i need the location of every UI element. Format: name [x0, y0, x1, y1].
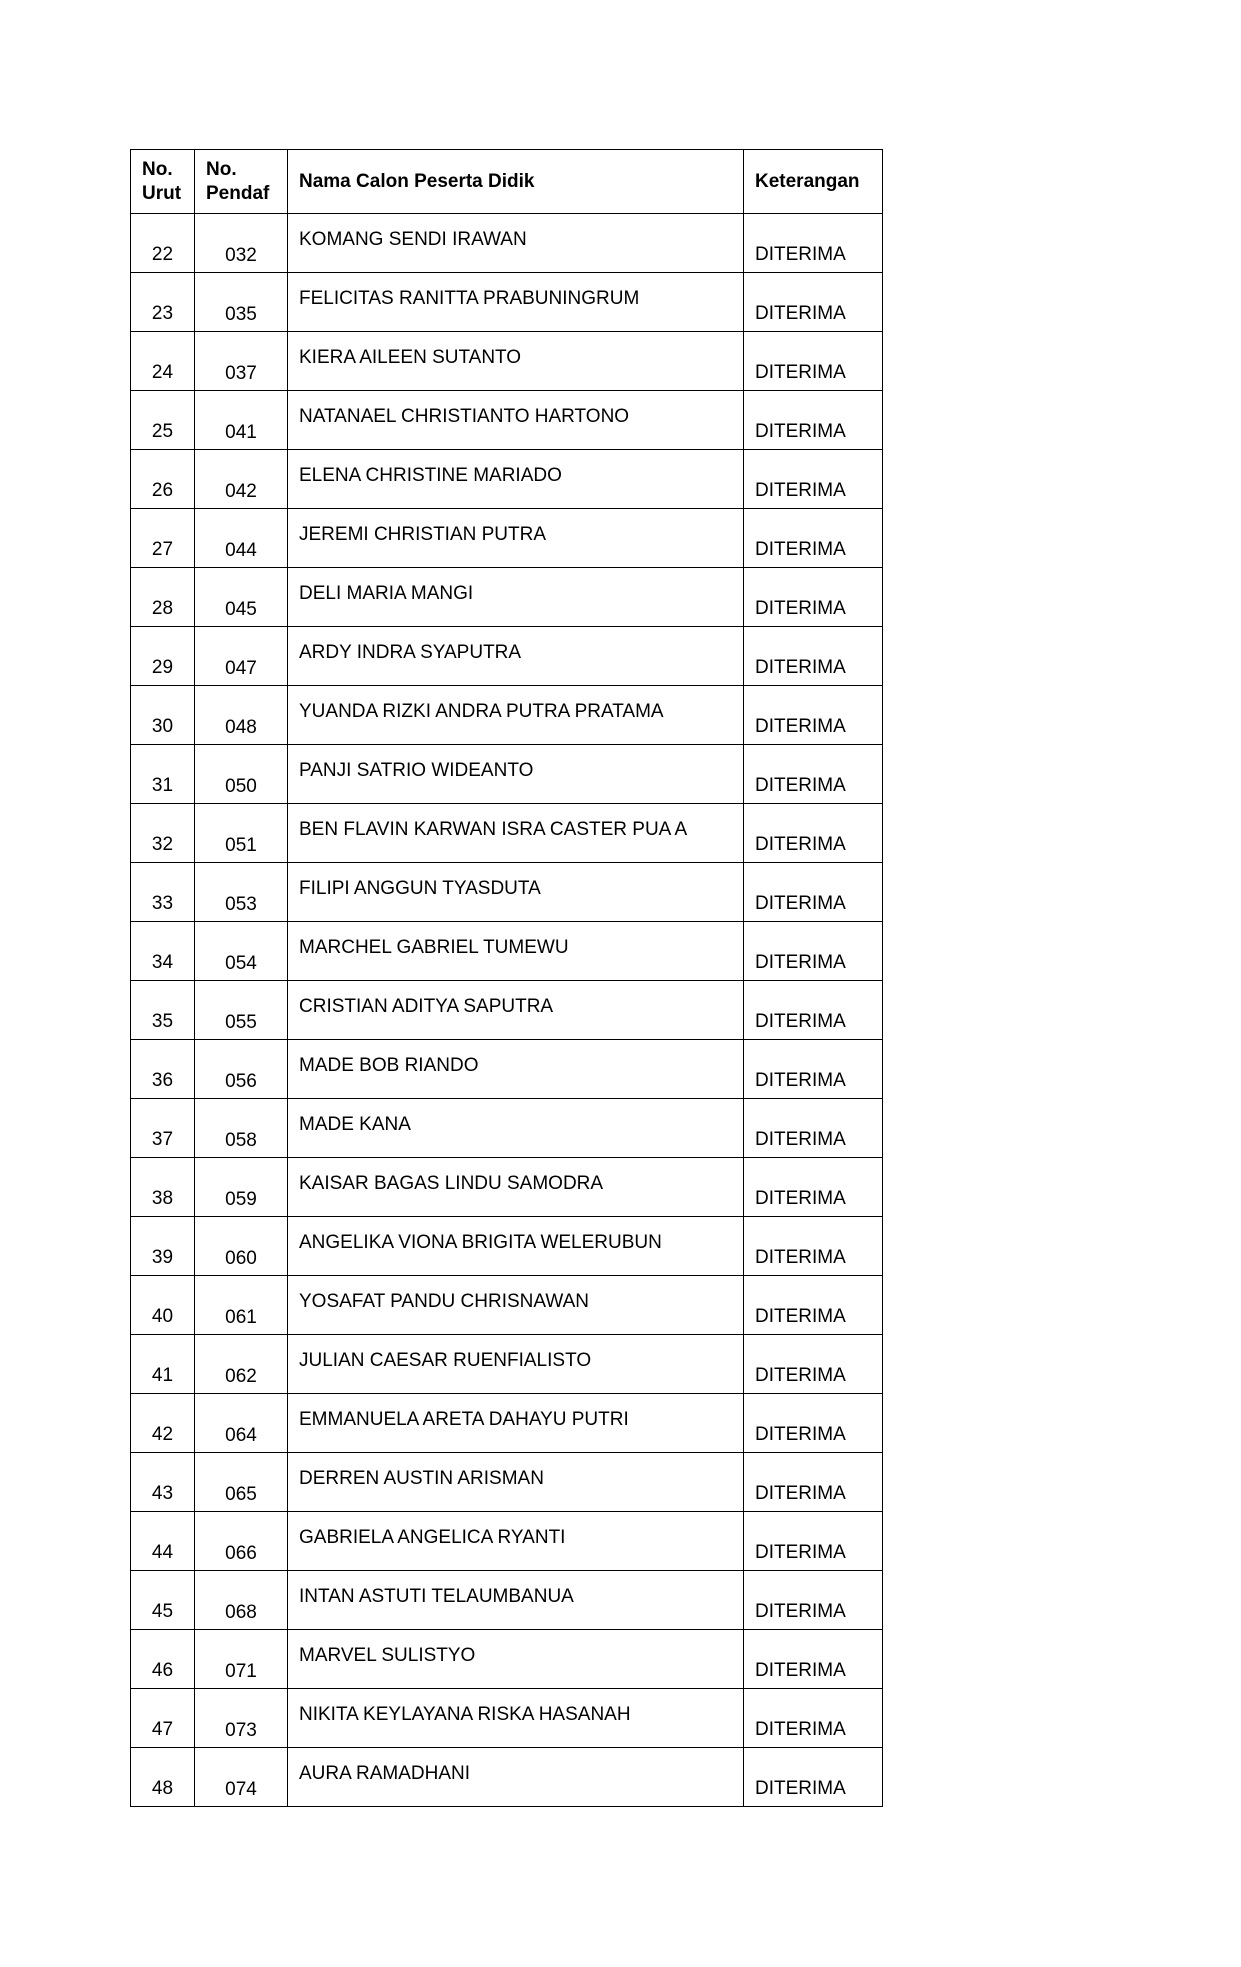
cell-keterangan [744, 273, 883, 332]
cell-keterangan [744, 1453, 883, 1512]
cell-keterangan [744, 1512, 883, 1571]
header-no-urut: No. Urut [131, 150, 195, 214]
cell-no-pendaf [195, 1571, 288, 1630]
cell-nama [288, 922, 744, 981]
cell-no-pendaf-text: 032 [225, 245, 257, 266]
cell-no-pendaf [195, 1394, 288, 1453]
cell-no-pendaf-text: 048 [225, 717, 257, 738]
table-row [131, 332, 883, 391]
cell-no-pendaf-text: 035 [225, 304, 257, 325]
cell-keterangan-text: DITERIMA [755, 952, 846, 973]
cell-no-pendaf-text: 058 [225, 1130, 257, 1151]
cell-keterangan-text: DITERIMA [755, 539, 846, 560]
table-row [131, 686, 883, 745]
cell-nama [288, 981, 744, 1040]
table-row [131, 1276, 883, 1335]
cell-keterangan-text: DITERIMA [755, 1011, 846, 1032]
cell-nama-text: GABRIELA ANGELICA RYANTI [299, 1527, 566, 1548]
cell-no-urut-text: 47 [151, 1719, 174, 1740]
cell-keterangan [744, 332, 883, 391]
cell-keterangan [744, 509, 883, 568]
cell-nama-text: MARCHEL GABRIEL TUMEWU [299, 937, 569, 958]
cell-no-urut-text: 41 [151, 1365, 174, 1386]
cell-no-urut-text: 22 [151, 244, 174, 265]
cell-keterangan [744, 686, 883, 745]
cell-no-pendaf-text: 074 [225, 1779, 257, 1800]
cell-no-pendaf [195, 391, 288, 450]
cell-no-urut-text: 31 [151, 775, 174, 796]
cell-no-urut [131, 214, 195, 273]
table-row [131, 981, 883, 1040]
cell-keterangan-text: DITERIMA [755, 1542, 846, 1563]
cell-keterangan [744, 1217, 883, 1276]
cell-keterangan-text: DITERIMA [755, 1306, 846, 1327]
cell-keterangan-text: DITERIMA [755, 598, 846, 619]
cell-no-pendaf [195, 1630, 288, 1689]
cell-no-pendaf-text: 059 [225, 1189, 257, 1210]
header-keterangan: Keterangan [744, 150, 883, 214]
cell-nama-text: CRISTIAN ADITYA SAPUTRA [299, 996, 554, 1017]
table-row [131, 1158, 883, 1217]
cell-keterangan-text: DITERIMA [755, 480, 846, 501]
cell-no-urut [131, 1394, 195, 1453]
cell-no-pendaf [195, 1689, 288, 1748]
table-row [131, 1571, 883, 1630]
cell-no-urut [131, 1217, 195, 1276]
cell-no-urut-text: 26 [151, 480, 174, 501]
cell-no-urut [131, 1512, 195, 1571]
table-row [131, 214, 883, 273]
cell-nama [288, 391, 744, 450]
cell-no-pendaf-text: 056 [225, 1071, 257, 1092]
cell-no-pendaf-text: 060 [225, 1248, 257, 1269]
cell-keterangan [744, 214, 883, 273]
cell-no-pendaf-text: 050 [225, 776, 257, 797]
cell-keterangan [744, 1158, 883, 1217]
cell-no-pendaf-text: 037 [225, 363, 257, 384]
cell-nama-text: FILIPI ANGGUN TYASDUTA [299, 878, 541, 899]
cell-no-pendaf [195, 1335, 288, 1394]
cell-nama-text: FELICITAS RANITTA PRABUNINGRUM [299, 288, 640, 309]
table-row [131, 804, 883, 863]
cell-keterangan-text: DITERIMA [755, 834, 846, 855]
table-row [131, 1040, 883, 1099]
cell-nama [288, 1099, 744, 1158]
cell-no-pendaf-text: 041 [225, 422, 257, 443]
cell-no-pendaf [195, 745, 288, 804]
cell-nama-text: ANGELIKA VIONA BRIGITA WELERUBUN [299, 1232, 662, 1253]
cell-no-urut-text: 38 [151, 1188, 174, 1209]
cell-no-urut-text: 27 [151, 539, 174, 560]
cell-keterangan [744, 1394, 883, 1453]
cell-no-urut-text: 40 [151, 1306, 174, 1327]
cell-no-pendaf [195, 863, 288, 922]
cell-no-pendaf [195, 509, 288, 568]
cell-nama [288, 1689, 744, 1748]
cell-keterangan-text: DITERIMA [755, 657, 846, 678]
cell-no-urut [131, 273, 195, 332]
cell-no-pendaf-text: 061 [225, 1307, 257, 1328]
cell-keterangan [744, 1040, 883, 1099]
cell-keterangan-text: DITERIMA [755, 1070, 846, 1091]
cell-keterangan [744, 1689, 883, 1748]
cell-nama [288, 1453, 744, 1512]
cell-no-urut-text: 34 [151, 952, 174, 973]
cell-keterangan-text: DITERIMA [755, 303, 846, 324]
cell-no-urut [131, 1571, 195, 1630]
table-row [131, 1630, 883, 1689]
cell-no-urut-text: 24 [151, 362, 174, 383]
cell-no-urut [131, 1099, 195, 1158]
cell-no-urut-text: 30 [151, 716, 174, 737]
cell-nama [288, 1040, 744, 1099]
cell-nama-text: MARVEL SULISTYO [299, 1645, 476, 1666]
cell-no-urut-text: 46 [151, 1660, 174, 1681]
cell-no-pendaf [195, 214, 288, 273]
header-nama: Nama Calon Peserta Didik [288, 150, 744, 214]
cell-keterangan-text: DITERIMA [755, 1424, 846, 1445]
cell-keterangan-text: DITERIMA [755, 362, 846, 383]
cell-no-urut [131, 1689, 195, 1748]
cell-nama [288, 1335, 744, 1394]
cell-nama-text: JULIAN CAESAR RUENFIALISTO [299, 1350, 592, 1371]
header-no-pendaf: No. Pendaf [195, 150, 288, 214]
cell-nama [288, 214, 744, 273]
cell-keterangan [744, 1099, 883, 1158]
student-admission-table [130, 149, 883, 1807]
cell-no-urut [131, 509, 195, 568]
table-row [131, 745, 883, 804]
cell-keterangan-text: DITERIMA [755, 716, 846, 737]
cell-no-urut [131, 1748, 195, 1807]
cell-no-pendaf [195, 1748, 288, 1807]
cell-no-urut-text: 32 [151, 834, 174, 855]
cell-keterangan-text: DITERIMA [755, 421, 846, 442]
cell-keterangan [744, 1276, 883, 1335]
cell-no-urut [131, 1630, 195, 1689]
cell-nama-text: KOMANG SENDI IRAWAN [299, 229, 527, 250]
cell-nama [288, 1512, 744, 1571]
table-row [131, 1689, 883, 1748]
cell-no-urut [131, 863, 195, 922]
cell-no-pendaf [195, 981, 288, 1040]
cell-no-pendaf [195, 804, 288, 863]
cell-no-pendaf [195, 1217, 288, 1276]
table-row [131, 1453, 883, 1512]
cell-keterangan [744, 1630, 883, 1689]
cell-nama-text: NIKITA KEYLAYANA RISKA HASANAH [299, 1704, 631, 1725]
cell-no-urut [131, 1158, 195, 1217]
cell-keterangan [744, 450, 883, 509]
cell-keterangan-text: DITERIMA [755, 1188, 846, 1209]
cell-nama [288, 1276, 744, 1335]
cell-no-pendaf-text: 062 [225, 1366, 257, 1387]
cell-no-urut-text: 39 [151, 1247, 174, 1268]
cell-no-urut [131, 332, 195, 391]
cell-keterangan-text: DITERIMA [755, 1483, 846, 1504]
cell-nama-text: ARDY INDRA SYAPUTRA [299, 642, 522, 663]
cell-nama-text: DELI MARIA MANGI [299, 583, 474, 604]
cell-no-pendaf-text: 055 [225, 1012, 257, 1033]
cell-keterangan-text: DITERIMA [755, 1601, 846, 1622]
cell-nama [288, 332, 744, 391]
cell-nama [288, 686, 744, 745]
cell-no-urut [131, 1453, 195, 1512]
table-row [131, 627, 883, 686]
cell-no-urut [131, 1335, 195, 1394]
cell-no-pendaf-text: 073 [225, 1720, 257, 1741]
cell-nama [288, 450, 744, 509]
cell-keterangan-text: DITERIMA [755, 1660, 846, 1681]
cell-no-urut [131, 391, 195, 450]
cell-nama-text: INTAN ASTUTI TELAUMBANUA [299, 1586, 574, 1607]
cell-no-urut-text: 36 [151, 1070, 174, 1091]
table-row [131, 1394, 883, 1453]
table-row [131, 863, 883, 922]
cell-no-urut-text: 35 [151, 1011, 174, 1032]
cell-no-urut [131, 627, 195, 686]
table-row [131, 273, 883, 332]
cell-no-pendaf [195, 273, 288, 332]
table-row [131, 568, 883, 627]
cell-no-pendaf-text: 042 [225, 481, 257, 502]
cell-keterangan [744, 922, 883, 981]
cell-no-urut [131, 450, 195, 509]
cell-no-pendaf [195, 1099, 288, 1158]
cell-no-pendaf [195, 922, 288, 981]
cell-nama [288, 568, 744, 627]
cell-keterangan [744, 1571, 883, 1630]
cell-no-urut-text: 37 [151, 1129, 174, 1150]
cell-no-urut [131, 804, 195, 863]
cell-no-urut-text: 23 [151, 303, 174, 324]
cell-keterangan-text: DITERIMA [755, 775, 846, 796]
cell-nama-text: AURA RAMADHANI [299, 1763, 471, 1784]
cell-nama [288, 1158, 744, 1217]
cell-no-urut [131, 922, 195, 981]
cell-nama-text: JEREMI CHRISTIAN PUTRA [299, 524, 547, 545]
table-row [131, 1217, 883, 1276]
cell-no-pendaf-text: 045 [225, 599, 257, 620]
cell-no-urut-text: 48 [151, 1778, 174, 1799]
cell-keterangan [744, 1748, 883, 1807]
cell-keterangan-text: DITERIMA [755, 1129, 846, 1150]
cell-no-urut-text: 42 [151, 1424, 174, 1445]
cell-keterangan [744, 568, 883, 627]
cell-no-pendaf [195, 686, 288, 745]
cell-no-urut-text: 45 [151, 1601, 174, 1622]
cell-no-urut [131, 1276, 195, 1335]
cell-no-pendaf-text: 051 [225, 835, 257, 856]
cell-no-urut-text: 25 [151, 421, 174, 442]
cell-no-pendaf [195, 1453, 288, 1512]
table-row [131, 450, 883, 509]
cell-no-pendaf [195, 332, 288, 391]
cell-nama [288, 627, 744, 686]
cell-no-pendaf-text: 065 [225, 1484, 257, 1505]
cell-no-urut [131, 1040, 195, 1099]
cell-no-pendaf-text: 053 [225, 894, 257, 915]
cell-no-urut-text: 33 [151, 893, 174, 914]
cell-nama [288, 1571, 744, 1630]
cell-nama-text: PANJI SATRIO WIDEANTO [299, 760, 534, 781]
table-row [131, 391, 883, 450]
cell-nama-text: MADE KANA [299, 1114, 411, 1135]
cell-no-pendaf-text: 064 [225, 1425, 257, 1446]
cell-keterangan [744, 745, 883, 804]
cell-keterangan-text: DITERIMA [755, 1778, 846, 1799]
cell-nama [288, 1630, 744, 1689]
cell-nama [288, 273, 744, 332]
cell-nama-text: YUANDA RIZKI ANDRA PUTRA PRATAMA [299, 701, 664, 722]
table-row [131, 1335, 883, 1394]
cell-nama-text: DERREN AUSTIN ARISMAN [299, 1468, 544, 1489]
cell-no-urut-text: 44 [151, 1542, 174, 1563]
cell-no-pendaf [195, 627, 288, 686]
cell-no-pendaf-text: 054 [225, 953, 257, 974]
cell-keterangan [744, 863, 883, 922]
cell-no-pendaf [195, 568, 288, 627]
cell-no-urut-text: 28 [151, 598, 174, 619]
cell-no-pendaf-text: 044 [225, 540, 257, 561]
cell-nama-text: KAISAR BAGAS LINDU SAMODRA [299, 1173, 604, 1194]
table-header-row [131, 150, 883, 214]
cell-no-urut [131, 686, 195, 745]
cell-nama [288, 863, 744, 922]
cell-keterangan [744, 981, 883, 1040]
table-row [131, 1512, 883, 1571]
cell-nama-text: MADE BOB RIANDO [299, 1055, 479, 1076]
cell-no-pendaf-text: 068 [225, 1602, 257, 1623]
cell-nama [288, 509, 744, 568]
cell-no-urut [131, 568, 195, 627]
cell-nama [288, 745, 744, 804]
cell-no-pendaf [195, 1512, 288, 1571]
cell-keterangan-text: DITERIMA [755, 244, 846, 265]
cell-nama [288, 1394, 744, 1453]
cell-nama [288, 804, 744, 863]
cell-nama-text: KIERA AILEEN SUTANTO [299, 347, 522, 368]
cell-keterangan-text: DITERIMA [755, 1247, 846, 1268]
cell-nama [288, 1217, 744, 1276]
table-row [131, 1099, 883, 1158]
cell-no-urut-text: 29 [151, 657, 174, 678]
cell-no-pendaf [195, 1276, 288, 1335]
cell-no-pendaf [195, 1158, 288, 1217]
cell-nama-text: EMMANUELA ARETA DAHAYU PUTRI [299, 1409, 629, 1430]
cell-no-urut-text: 43 [151, 1483, 174, 1504]
cell-no-pendaf-text: 071 [225, 1661, 257, 1682]
cell-no-urut [131, 981, 195, 1040]
cell-no-pendaf-text: 066 [225, 1543, 257, 1564]
cell-keterangan [744, 627, 883, 686]
cell-nama-text: ELENA CHRISTINE MARIADO [299, 465, 562, 486]
cell-no-urut [131, 745, 195, 804]
table-row [131, 509, 883, 568]
cell-keterangan [744, 1335, 883, 1394]
cell-nama [288, 1748, 744, 1807]
cell-keterangan [744, 804, 883, 863]
cell-no-pendaf-text: 047 [225, 658, 257, 679]
cell-nama-text: BEN FLAVIN KARWAN ISRA CASTER PUA A [299, 819, 688, 840]
cell-keterangan-text: DITERIMA [755, 893, 846, 914]
cell-keterangan-text: DITERIMA [755, 1719, 846, 1740]
cell-no-pendaf [195, 450, 288, 509]
table-row [131, 922, 883, 981]
cell-nama-text: YOSAFAT PANDU CHRISNAWAN [299, 1291, 589, 1312]
cell-no-pendaf [195, 1040, 288, 1099]
cell-nama-text: NATANAEL CHRISTIANTO HARTONO [299, 406, 630, 427]
table-row [131, 1748, 883, 1807]
cell-keterangan-text: DITERIMA [755, 1365, 846, 1386]
cell-keterangan [744, 391, 883, 450]
